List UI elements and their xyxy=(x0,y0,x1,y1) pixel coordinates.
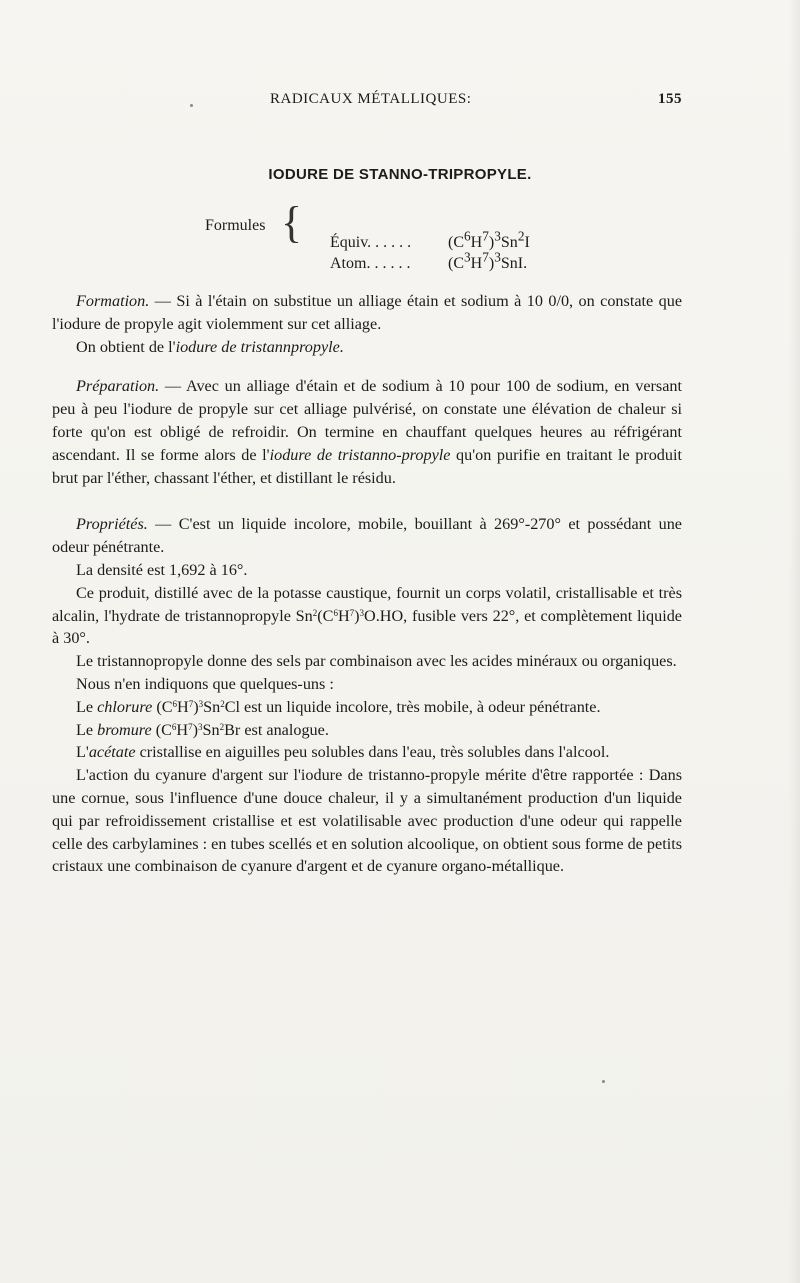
paragraph-formation-result: On obtient de l'iodure de tristannpropyle. xyxy=(76,337,344,356)
paragraph-formation: Formation. — Si à l'étain on substitue un alliage étain et sodium à 10 0/0, on constate que l'iodure de propyle agit violemment sur cet alliage. xyxy=(52,292,682,333)
paragraph-produit: Ce produit, distillé avec de la potasse caustique, fournit un corps volatil, cristallisable et très alcalin, l'hydrate de tristannopropyle $Sn^2(C^6H^7)^3O.HO$, fusible vers 22°, et complètement liquide à 30°. xyxy=(52,583,682,648)
formula-row-atom xyxy=(306,232,528,273)
paragraph-chlorure: Le chlorure $(C^6H^7)^3Sn^2Cl$ est un liquide incolore, très mobile, à odeur pénétrante. xyxy=(76,697,601,716)
paper-speck xyxy=(602,1080,605,1083)
body-text xyxy=(52,290,682,878)
formula-label: Formules xyxy=(205,217,266,234)
paragraph-indiquons: Nous n'en indiquons que quelques-uns : xyxy=(76,674,334,693)
formula-row-name: Équiv. . . . . . xyxy=(330,234,412,252)
paragraph-preparation: Préparation. — Avec un alliage d'étain et de sodium à 10 pour 100 de sodium, en versant peu à peu l'iodure de propyle sur cet alliage pulvérisé, on constate une élévation de chaleur si forte qu'on est obligé de refroidir. On termine en chauffant quelques heures au réfrigérant ascendant. Il se forme alors de l'iodure de tristanno-propyle qu'on purifie en traitant le produit brut par l'éther, chassant l'éther, et distillant le résidu. xyxy=(52,377,682,487)
paragraph-sels: Le tristannopropyle donne des sels par combinaison avec les acides minéraux ou organiques. xyxy=(76,652,677,671)
paragraph-cyanure: L'action du cyanure d'argent sur l'iodure de tristanno-propyle mérite d'être rapportée : Dans une cornue, sous l'influence d'une douce chaleur, il y a simultanément production d'un liquide qui par refroidissement cristallise et est volatilisable avec production d'une odeur qui rappelle celle des carbylamines : en tubes scellés et en solution alcoolique, on obtient sous forme de petits cristaux une combinaison de cyanure d'argent et de cyanure organo-métallique. xyxy=(52,766,682,876)
formula-value: $(C^3H^7)^3SnI$. xyxy=(448,250,528,273)
section-title: IODURE DE STANNO-TRIPROPYLE. xyxy=(268,166,532,183)
page-edge-shadow xyxy=(788,0,800,1283)
page-number: 155 xyxy=(658,91,682,107)
paragraph-densite: La densité est 1,692 à 16°. xyxy=(76,560,248,579)
formula-value: $(C^6H^7)^3Sn^2I$ xyxy=(448,229,530,252)
paragraph-acetate: L'acétate cristallise en aiguilles peu solubles dans l'eau, très solubles dans l'alcool. xyxy=(76,743,610,762)
page-header xyxy=(52,88,682,112)
formula-block xyxy=(205,195,605,273)
paragraph-proprietes: Propriétés. — C'est un liquide incolore, mobile, bouillant à 269°-270° et possédant une odeur pénétrante. xyxy=(52,515,682,557)
formula-row-equiv xyxy=(306,211,530,252)
formula-row-name: Atom. . . . . . xyxy=(330,255,411,273)
curly-brace-icon: { xyxy=(281,198,303,247)
paragraph-bromure: Le bromure $(C^6H^7)^3Sn^2Br$ est analogue. xyxy=(76,720,329,739)
running-head: RADICAUX MÉTALLIQUES: xyxy=(270,91,472,107)
